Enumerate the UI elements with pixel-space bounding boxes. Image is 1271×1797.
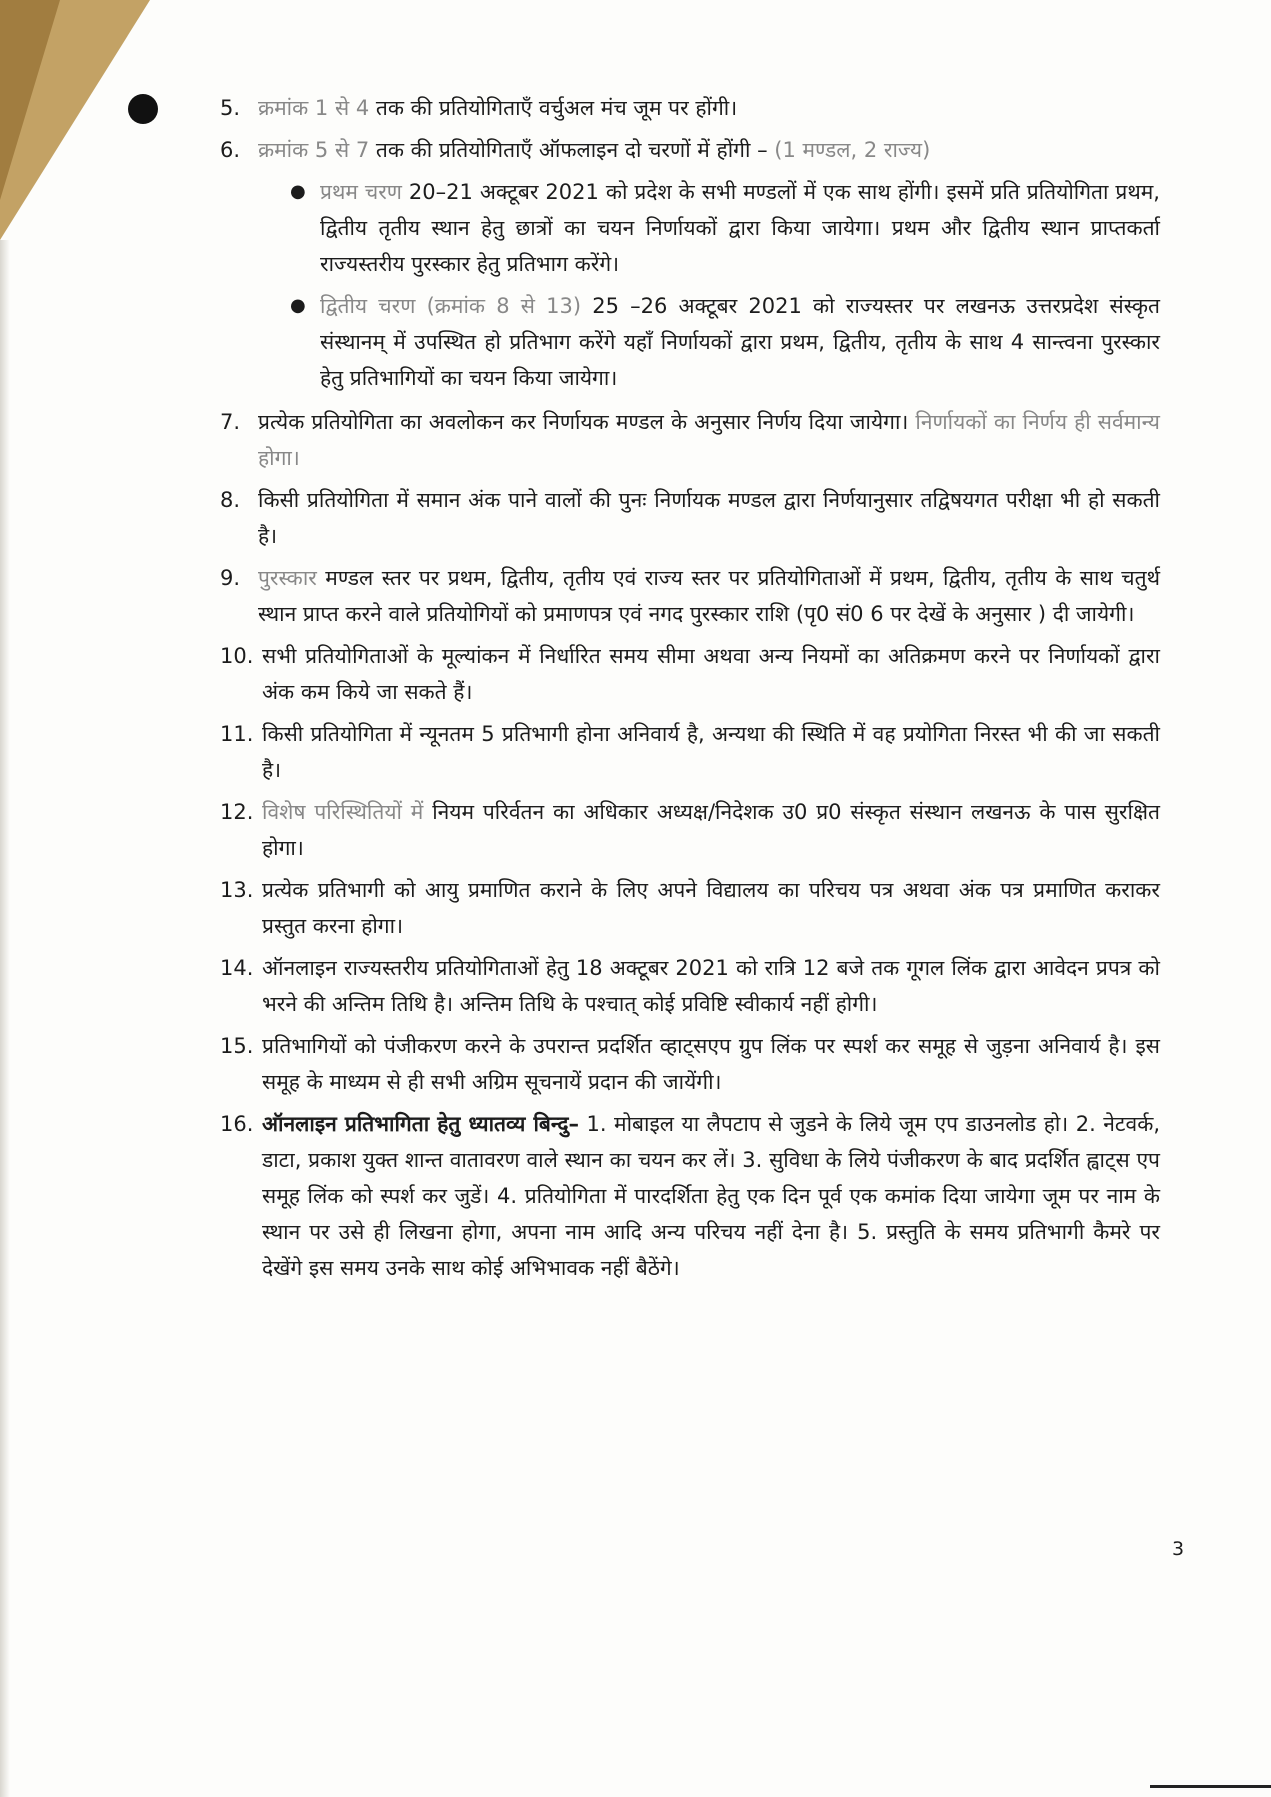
item-text: क्रमांक 5 से 7 तक की प्रतियोगिताएँ ऑफलाइन दो चरणों में होंगी – (1 मण्डल, 2 राज्य) — [258, 138, 931, 162]
item-number: 8. — [220, 488, 241, 512]
phase-bullets — [290, 174, 1160, 396]
item-number: 5. — [220, 96, 241, 120]
list-item — [220, 132, 1160, 168]
item-text: किसी प्रतियोगिता में न्यूनतम 5 प्रतिभागी होना अनिवार्य है, अन्यथा की स्थिति में वह प्रयोगिता निरस्त भी की जा सकती है। — [262, 722, 1160, 782]
scan-corner-fold — [0, 0, 60, 200]
item-text: सभी प्रतियोगिताओं के मूल्यांकन में निर्धारित समय सीमा अथवा अन्य नियमों का अतिक्रमण करने पर निर्णायकों द्वारा अंक कम किये जा सकते हैं। — [262, 644, 1160, 704]
bullet-item — [290, 174, 1160, 282]
item-text: प्रतिभागियों को पंजीकरण करने के उपरान्त प्रदर्शित व्हाट्सएप ग्रुप लिंक पर स्पर्श कर समूह से जुड़ना अनिवार्य है। इस समूह के माध्यम से ही सभी अग्रिम सूचनायें प्रदान की जायेंगी। — [262, 1034, 1160, 1094]
item-text: क्रमांक 1 से 4 तक की प्रतियोगिताएँ वर्चुअल मंच जूम पर होंगी। — [258, 96, 738, 120]
item-text: विशेष परिस्थितियों में नियम परिर्वतन का अधिकार अध्यक्ष/निदेशक उ0 प्र0 संस्कृत संस्थान लखनऊ के पास सुरक्षित होगा। — [262, 800, 1160, 860]
punch-hole — [128, 94, 158, 124]
item-heading: ऑनलाइन प्रतिभागिता हेतु ध्यातव्य बिन्दु– — [262, 1112, 580, 1136]
bullet-text: प्रथम चरण 20–21 अक्टूबर 2021 को प्रदेश के सभी मण्डलों में एक साथ होंगी। इसमें प्रति प्रतियोगिता प्रथम, द्वितीय तृतीय स्थान हेतु छात्रों का चयन निर्णायकों द्वारा किया जायेगा। प्रथम और द्वितीय स्थान प्राप्तकर्ता राज्यस्तरीय पुरस्कार हेतु प्रतिभाग करेंगे। — [320, 180, 1160, 276]
list-item — [220, 482, 1160, 554]
item-number: 14. — [220, 956, 254, 980]
item-number: 10. — [220, 644, 254, 668]
list-item — [220, 560, 1160, 632]
item-text: प्रत्येक प्रतियोगिता का अवलोकन कर निर्णायक मण्डल के अनुसार निर्णय दिया जायेगा। निर्णायकों का निर्णय ही सर्वमान्य होगा। — [258, 410, 1160, 470]
item-text: पुरस्कार मण्डल स्तर पर प्रथम, द्वितीय, तृतीय एवं राज्य स्तर पर प्रतियोगिताओं में प्रथम, द्वितीय, तृतीय के साथ चतुर्थ स्थान प्राप्त करने वाले प्रतियोगियों को प्रमाणपत्र एवं नगद पुरस्कार राशि (पृ0 सं0 6 पर देखें के अनुसार ) दी जायेगी। — [258, 566, 1160, 626]
bullet-dot-icon: ● — [290, 181, 306, 202]
item-number: 6. — [220, 138, 241, 162]
item-text: ऑनलाइन प्रतिभागिता हेतु ध्यातव्य बिन्दु– 1. मोबाइल या लैपटाप से जुडने के लिये जूम एप डाउनलोड हो। 2. नेटवर्क, डाटा, प्रकाश युक्त शान्त वातावरण वाले स्थान का चयन कर लें। 3. सुविधा के लिये पंजीकरण के बाद प्रदर्शित ह्वाट्स एप समूह लिंक को स्पर्श कर जुडें। 4. प्रतियोगिता में पारदर्शिता हेतु एक दिन पूर्व एक कमांक दिया जायेगा जूम पर नाम के स्थान पर उसे ही लिखना होगा, अपना नाम आदि अन्य परिचय नहीं देना है। 5. प्रस्तुति के समय प्रतिभागी कैमरे पर देखेंगे इस समय उनके साथ कोई अभिभावक नहीं बैठेंगे। — [262, 1112, 1160, 1280]
item-number: 11. — [220, 722, 254, 746]
bullet-text: द्वितीय चरण (क्रमांक 8 से 13) 25 –26 अक्टूबर 2021 को राज्यस्तर पर लखनऊ उत्तरप्रदेश संस्कृत संस्थानम् में उपस्थित हो प्रतिभाग करेंगे यहाँ निर्णायकों द्वारा प्रथम, द्वितीय, तृतीय के साथ 4 सान्त्वना पुरस्कार हेतु प्रतिभागियों का चयन किया जायेगा। — [320, 294, 1160, 390]
list-item — [220, 716, 1160, 788]
item-text: किसी प्रतियोगिता में समान अंक पाने वालों की पुनः निर्णायक मण्डल द्वारा निर्णयानुसार तद्विषयगत परीक्षा भी हो सकती है। — [258, 488, 1160, 548]
list-item — [220, 90, 1160, 126]
list-item — [220, 794, 1160, 866]
item-number: 15. — [220, 1034, 254, 1058]
list-item — [220, 404, 1160, 476]
list-item — [220, 1028, 1160, 1100]
item-number: 9. — [220, 566, 241, 590]
list-item — [220, 1106, 1160, 1286]
item-text: ऑनलाइन राज्यस्तरीय प्रतियोगिताओं हेतु 18 अक्टूबर 2021 को रात्रि 12 बजे तक गूगल लिंक द्वारा आवेदन प्रपत्र को भरने की अन्तिम तिथि है। अन्तिम तिथि के पश्चात् कोई प्रविष्टि स्वीकार्य नहीं होगी। — [262, 956, 1160, 1016]
item-number: 16. — [220, 1112, 254, 1136]
item-text: प्रत्येक प्रतिभागी को आयु प्रमाणित कराने के लिए अपने विद्यालय का परिचय पत्र अथवा अंक पत्र प्रमाणित कराकर प्रस्तुत करना होगा। — [262, 878, 1160, 938]
list-item — [220, 950, 1160, 1022]
list-item — [220, 638, 1160, 710]
item-number: 13. — [220, 878, 254, 902]
bullet-dot-icon: ● — [290, 295, 306, 316]
page-number: 3 — [1172, 1538, 1185, 1560]
item-number: 7. — [220, 410, 241, 434]
scan-left-edge — [0, 240, 10, 1797]
rules-list — [220, 90, 1160, 1292]
bullet-item — [290, 288, 1160, 396]
scan-bottom-edge — [1150, 1785, 1271, 1788]
list-item — [220, 872, 1160, 944]
item-number: 12. — [220, 800, 254, 824]
